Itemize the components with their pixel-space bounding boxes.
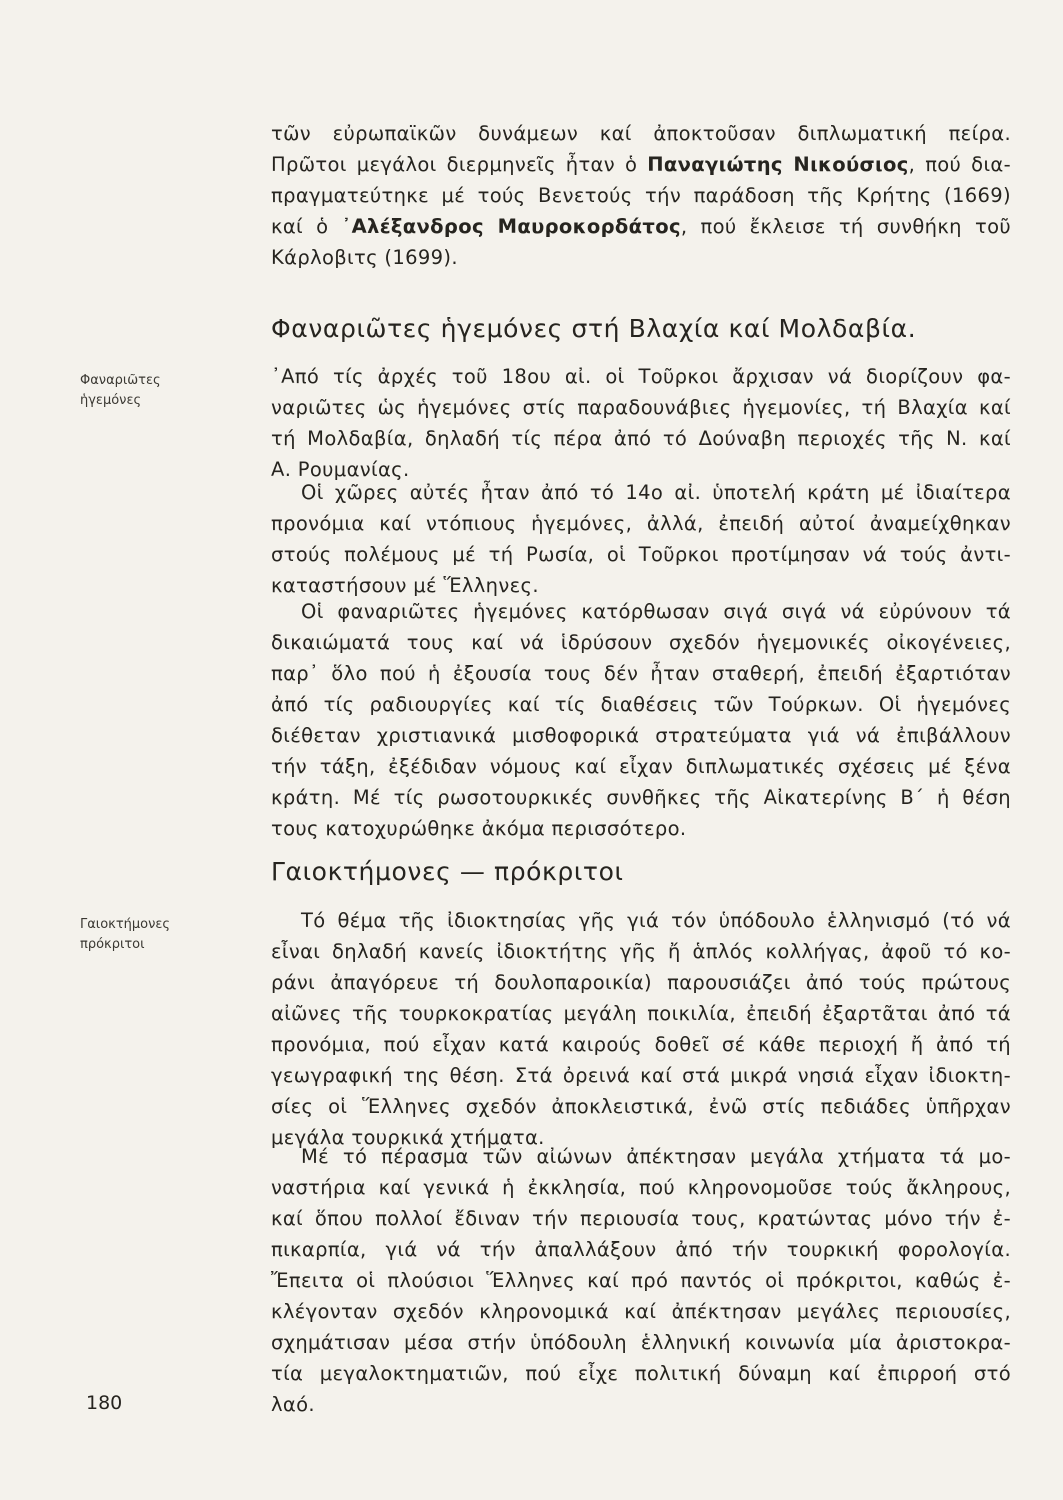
page-number: 180 xyxy=(86,1392,123,1414)
margin-note-2: Γαιοκτήμονες πρόκριτοι xyxy=(80,917,171,952)
section-1-paragraph-3: Οἱ φαναριῶτες ἡγεμόνες κατόρθωσαν σιγά σιγά νά εὐρύνουν τά δικαιώματά τους καί νά ἱδρύσουν σχεδόν ἡγεμονικές οἰκογένειες, παρ᾿ ὅλο πού ἡ ἐξουσία τους δέν ἦταν σταθερή, ἐπειδή ἐξαρτιόταν ἀπό τίς ραδιουργίες καί τίς διαθέσεις τῶν Τούρκων. Οἱ ἡγεμόνες διέθεταν χριστιανικά μισθοφορικά στρατεύματα γιά νά ἐπιβάλλουν τήν τάξη, ἐξέδιδαν νόμους καί εἶχαν διπλωματικές σχέσεις μέ ξένα κράτη. Μέ τίς ρωσοτουρκικές συνθῆκες τῆς Αἰκατερίνης Β´ ἡ θέση τους κατοχυρώθηκε ἀκόμα περισσότερο. xyxy=(271,600,1011,840)
intro-line-1: τῶν εὐρωπαϊκῶν δυνάμεων καί ἀποκτοῦσαν διπλωματική πείρα. xyxy=(271,122,1011,145)
intro-line-3: πραγματεύτηκε μέ τούς Βενετούς τήν παράδοση τῆς Κρήτης (1669) xyxy=(271,184,1011,207)
name-mavrokordatos: ᾿Αλέξανδρος Μαυροκορδάτος xyxy=(341,215,681,238)
section-1-paragraph-1: ᾿Από τίς ἀρχές τοῦ 18ου αἰ. οἱ Τοῦρκοι ἄρχισαν νά διορίζουν φα- ναριῶτες ὡς ἡγεμόνες στίς παραδουνάβιες ἡγεμονίες, τή Βλαχία καί τή Μολδαβία, δηλαδή τίς πέρα ἀπό τό Δούναβη περιοχές τῆς Ν. καί Α. Ρουμανίας. xyxy=(271,365,1011,481)
intro-line-4: καί ὁ ᾿Αλέξανδρος Μαυροκορδάτος, πού ἔκλεισε τή συνθήκη τοῦ xyxy=(271,215,1011,238)
intro-paragraph xyxy=(271,118,1011,273)
section-2-paragraph-1: Τό θέμα τῆς ἰδιοκτησίας γῆς γιά τόν ὑπόδουλο ἑλληνισμό (τό νά εἶναι δηλαδή κανείς ἰδιοκτήτης γῆς ἤ ἁπλός κολλήγας, ἀφοῦ τό κο- ράνι ἀπαγόρευε τή δουλοπαροικία) παρουσιάζει ἀπό τούς πρώτους αἰῶνες τῆς τουρκοκρατίας μεγάλη ποικιλία, ἐπειδή ἐξαρτᾶται ἀπό τά προνόμια, πού εἶχαν κατά καιρούς δοθεῖ σέ κάθε περιοχή ἤ ἀπό τή γεωγραφική της θέση. Στά ὀρεινά καί στά μικρά νησιά εἶχαν ἰδιοκτη- σίες οἱ Ἕλληνες σχεδόν ἀποκλειστικά, ἐνῶ στίς πεδιάδες ὑπῆρχαν μεγάλα τουρκικά χτήματα. xyxy=(271,909,1011,1149)
intro-line-5: Κάρλοβιτς (1699). xyxy=(271,246,458,269)
section-1-heading: Φαναριῶτες ἡγεμόνες στή Βλαχία καί Μολδαβία. xyxy=(271,314,917,343)
name-nikousios: Παναγιώτης Νικούσιος xyxy=(647,153,909,176)
margin-note-1: Φαναριῶτες ἡγεμόνες xyxy=(80,373,161,408)
section-1-paragraph-2: Οἱ χῶρες αὐτές ἦταν ἀπό τό 14ο αἰ. ὑποτελή κράτη μέ ἰδιαίτερα προνόμια καί ντόπιους ἡγεμόνες, ἀλλά, ἐπειδή αὐτοί ἀναμείχθηκαν στούς πολέμους μέ τή Ρωσία, οἱ Τοῦρκοι προτίμησαν νά τούς ἀντι- καταστήσουν μέ Ἕλληνες. xyxy=(271,481,1011,597)
intro-line-2: Πρῶτοι μεγάλοι διερμηνεῖς ἦταν ὁ Παναγιώτης Νικούσιος, πού δια- xyxy=(271,153,1011,176)
section-2-heading: Γαιοκτήμονες — πρόκριτοι xyxy=(271,857,624,886)
section-2-paragraph-2: Μέ τό πέρασμα τῶν αἰώνων ἀπέκτησαν μεγάλα χτήματα τά μο- ναστήρια καί γενικά ἡ ἐκκλησία, πού κληρονομοῦσε τούς ἄκληρους, καί ὅπου πολλοί ἔδιναν τήν περιουσία τους, κρατώντας μόνο τήν ἐ- πικαρπία, γιά νά τήν ἀπαλλάξουν ἀπό τήν τουρκική φορολογία. Ἔπειτα οἱ πλούσιοι Ἕλληνες καί πρό παντός οἱ πρόκριτοι, καθώς ἐ- κλέγονταν σχεδόν κληρονομικά καί ἀπέκτησαν μεγάλες περιουσίες, σχημάτισαν μέσα στήν ὑπόδουλη ἑλληνική κοινωνία μία ἀριστοκρα- τία μεγαλοκτηματιῶν, πού εἶχε πολιτική δύναμη καί ἐπιρροή στό λαό. xyxy=(271,1145,1011,1416)
